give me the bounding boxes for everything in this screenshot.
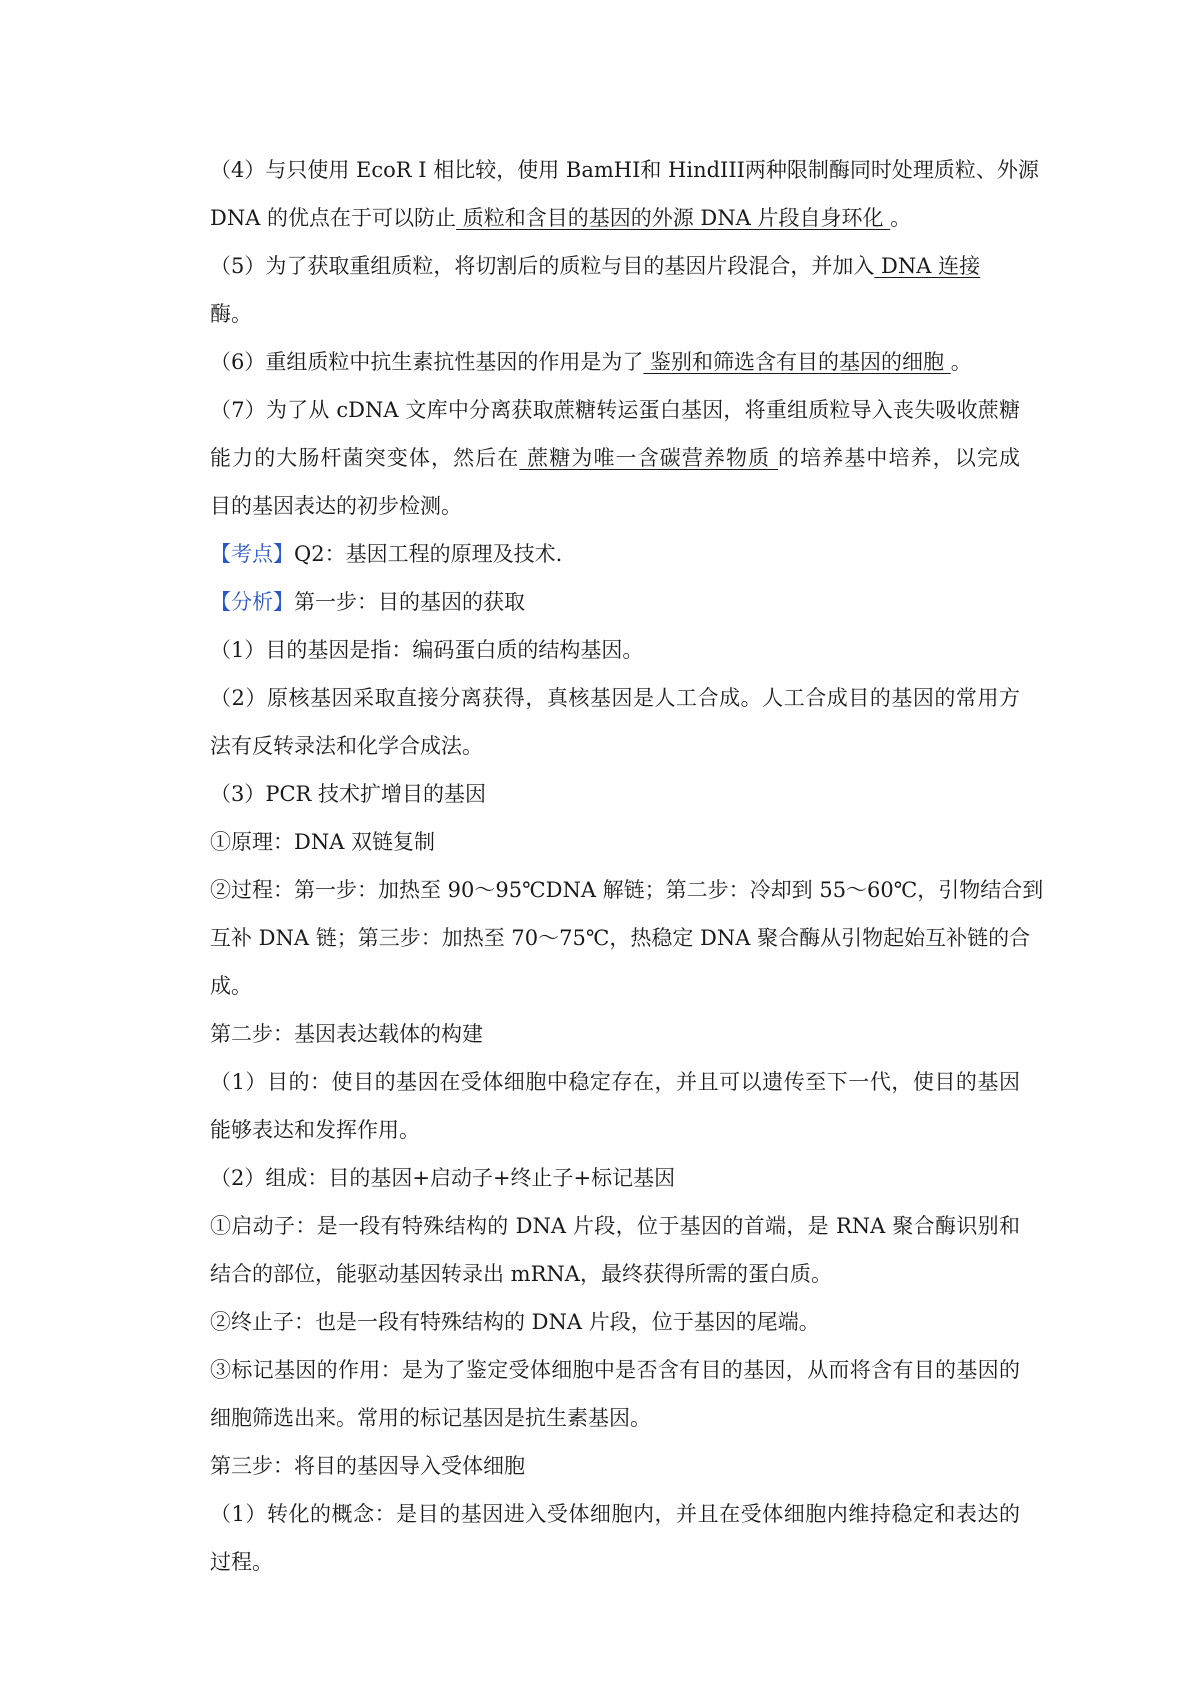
q4-line-1: （4）与只使用 EcoR I 相比较，使用 BamHⅠ和 HindIII两种限制酶同时处理质粒、外源 xyxy=(210,158,1039,182)
analysis-line: （3）PCR 技术扩增目的基因 xyxy=(210,782,487,806)
kaodian-text: Q2：基因工程的原理及技术. xyxy=(294,542,563,566)
q5-line-1 xyxy=(210,252,1020,280)
q7-text: 能力的大肠杆菌突变体，然后在 xyxy=(210,446,520,470)
fenxi-line xyxy=(210,588,1020,616)
analysis-line: 过程。 xyxy=(210,1550,273,1574)
analysis-line: 成。 xyxy=(210,974,252,998)
q7-line-1: （7）为了从 cDNA 文库中分离获取蔗糖转运蛋白基因，将重组质粒导入丧失吸收蔗糖 xyxy=(210,398,1020,422)
analysis-line: （2）原核基因采取直接分离获得，真核基因是人工合成。人工合成目的基因的常用方 xyxy=(210,686,1020,710)
analysis-line: （2）组成：目的基因+启动子+终止子+标记基因 xyxy=(210,1166,676,1190)
analysis-line: ②终止子：也是一段有特殊结构的 DNA 片段，位于基因的尾端。 xyxy=(210,1310,820,1334)
q6-text: （6）重组质粒中抗生素抗性基因的作用是为了 xyxy=(210,350,644,374)
analysis-line: ①启动子：是一段有特殊结构的 DNA 片段，位于基因的首端，是 RNA 聚合酶识别和 xyxy=(210,1214,1020,1238)
q6-answer: 鉴别和筛选含有目的基因的细胞 xyxy=(643,350,951,374)
kaodian-tag: 【考点】 xyxy=(210,542,294,566)
analysis-line: 第二步：基因表达载体的构建 xyxy=(210,1022,483,1046)
q5-line-2: 酶。 xyxy=(210,302,252,326)
analysis-line: （1）目的基因是指：编码蛋白质的结构基因。 xyxy=(210,638,644,662)
q4-answer: 质粒和含目的基因的外源 DNA 片段自身环化 xyxy=(456,206,891,230)
analysis-line: ②过程：第一步：加热至 90～95℃DNA 解链；第二步：冷却到 55～60℃，引物结合到 xyxy=(210,878,1044,902)
q4-line-2 xyxy=(210,204,1020,232)
analysis-line: （1）目的：使目的基因在受体细胞中稳定存在，并且可以遗传至下一代，使目的基因 xyxy=(210,1070,1020,1094)
q6-line xyxy=(210,348,1020,376)
q4-end: 。 xyxy=(890,206,912,230)
q7-line-2 xyxy=(210,444,1020,472)
kaodian-line xyxy=(210,540,1020,568)
analysis-line: 互补 DNA 链；第三步：加热至 70～75℃，热稳定 DNA 聚合酶从引物起始互补链的合 xyxy=(210,926,1031,950)
analysis-line: 能够表达和发挥作用。 xyxy=(210,1118,420,1142)
q7-end: 的培养基中培养，以完成 xyxy=(778,446,1021,470)
fenxi-text: 第一步：目的基因的获取 xyxy=(294,590,525,614)
q7-line-3: 目的基因表达的初步检测。 xyxy=(210,494,462,518)
fenxi-tag: 【分析】 xyxy=(210,590,294,614)
analysis-line: （1）转化的概念：是目的基因进入受体细胞内，并且在受体细胞内维持稳定和表达的 xyxy=(210,1502,1020,1526)
analysis-line: 结合的部位，能驱动基因转录出 mRNA，最终获得所需的蛋白质。 xyxy=(210,1262,832,1286)
analysis-line: ①原理：DNA 双链复制 xyxy=(210,830,436,854)
q4-text: DNA 的优点在于可以防止 xyxy=(210,206,457,230)
analysis-line: 细胞筛选出来。常用的标记基因是抗生素基因。 xyxy=(210,1406,651,1430)
q5-text: （5）为了获取重组质粒，将切割后的质粒与目的基因片段混合，并加入 xyxy=(210,254,875,278)
q7-answer: 蔗糖为唯一含碳营养物质 xyxy=(519,446,779,470)
analysis-line: 法有反转录法和化学合成法。 xyxy=(210,734,483,758)
analysis-line: 第三步：将目的基因导入受体细胞 xyxy=(210,1454,525,1478)
q5-answer: DNA 连接 xyxy=(874,254,981,278)
analysis-line: ③标记基因的作用：是为了鉴定受体细胞中是否含有目的基因，从而将含有目的基因的 xyxy=(210,1358,1020,1382)
q6-end: 。 xyxy=(950,350,972,374)
